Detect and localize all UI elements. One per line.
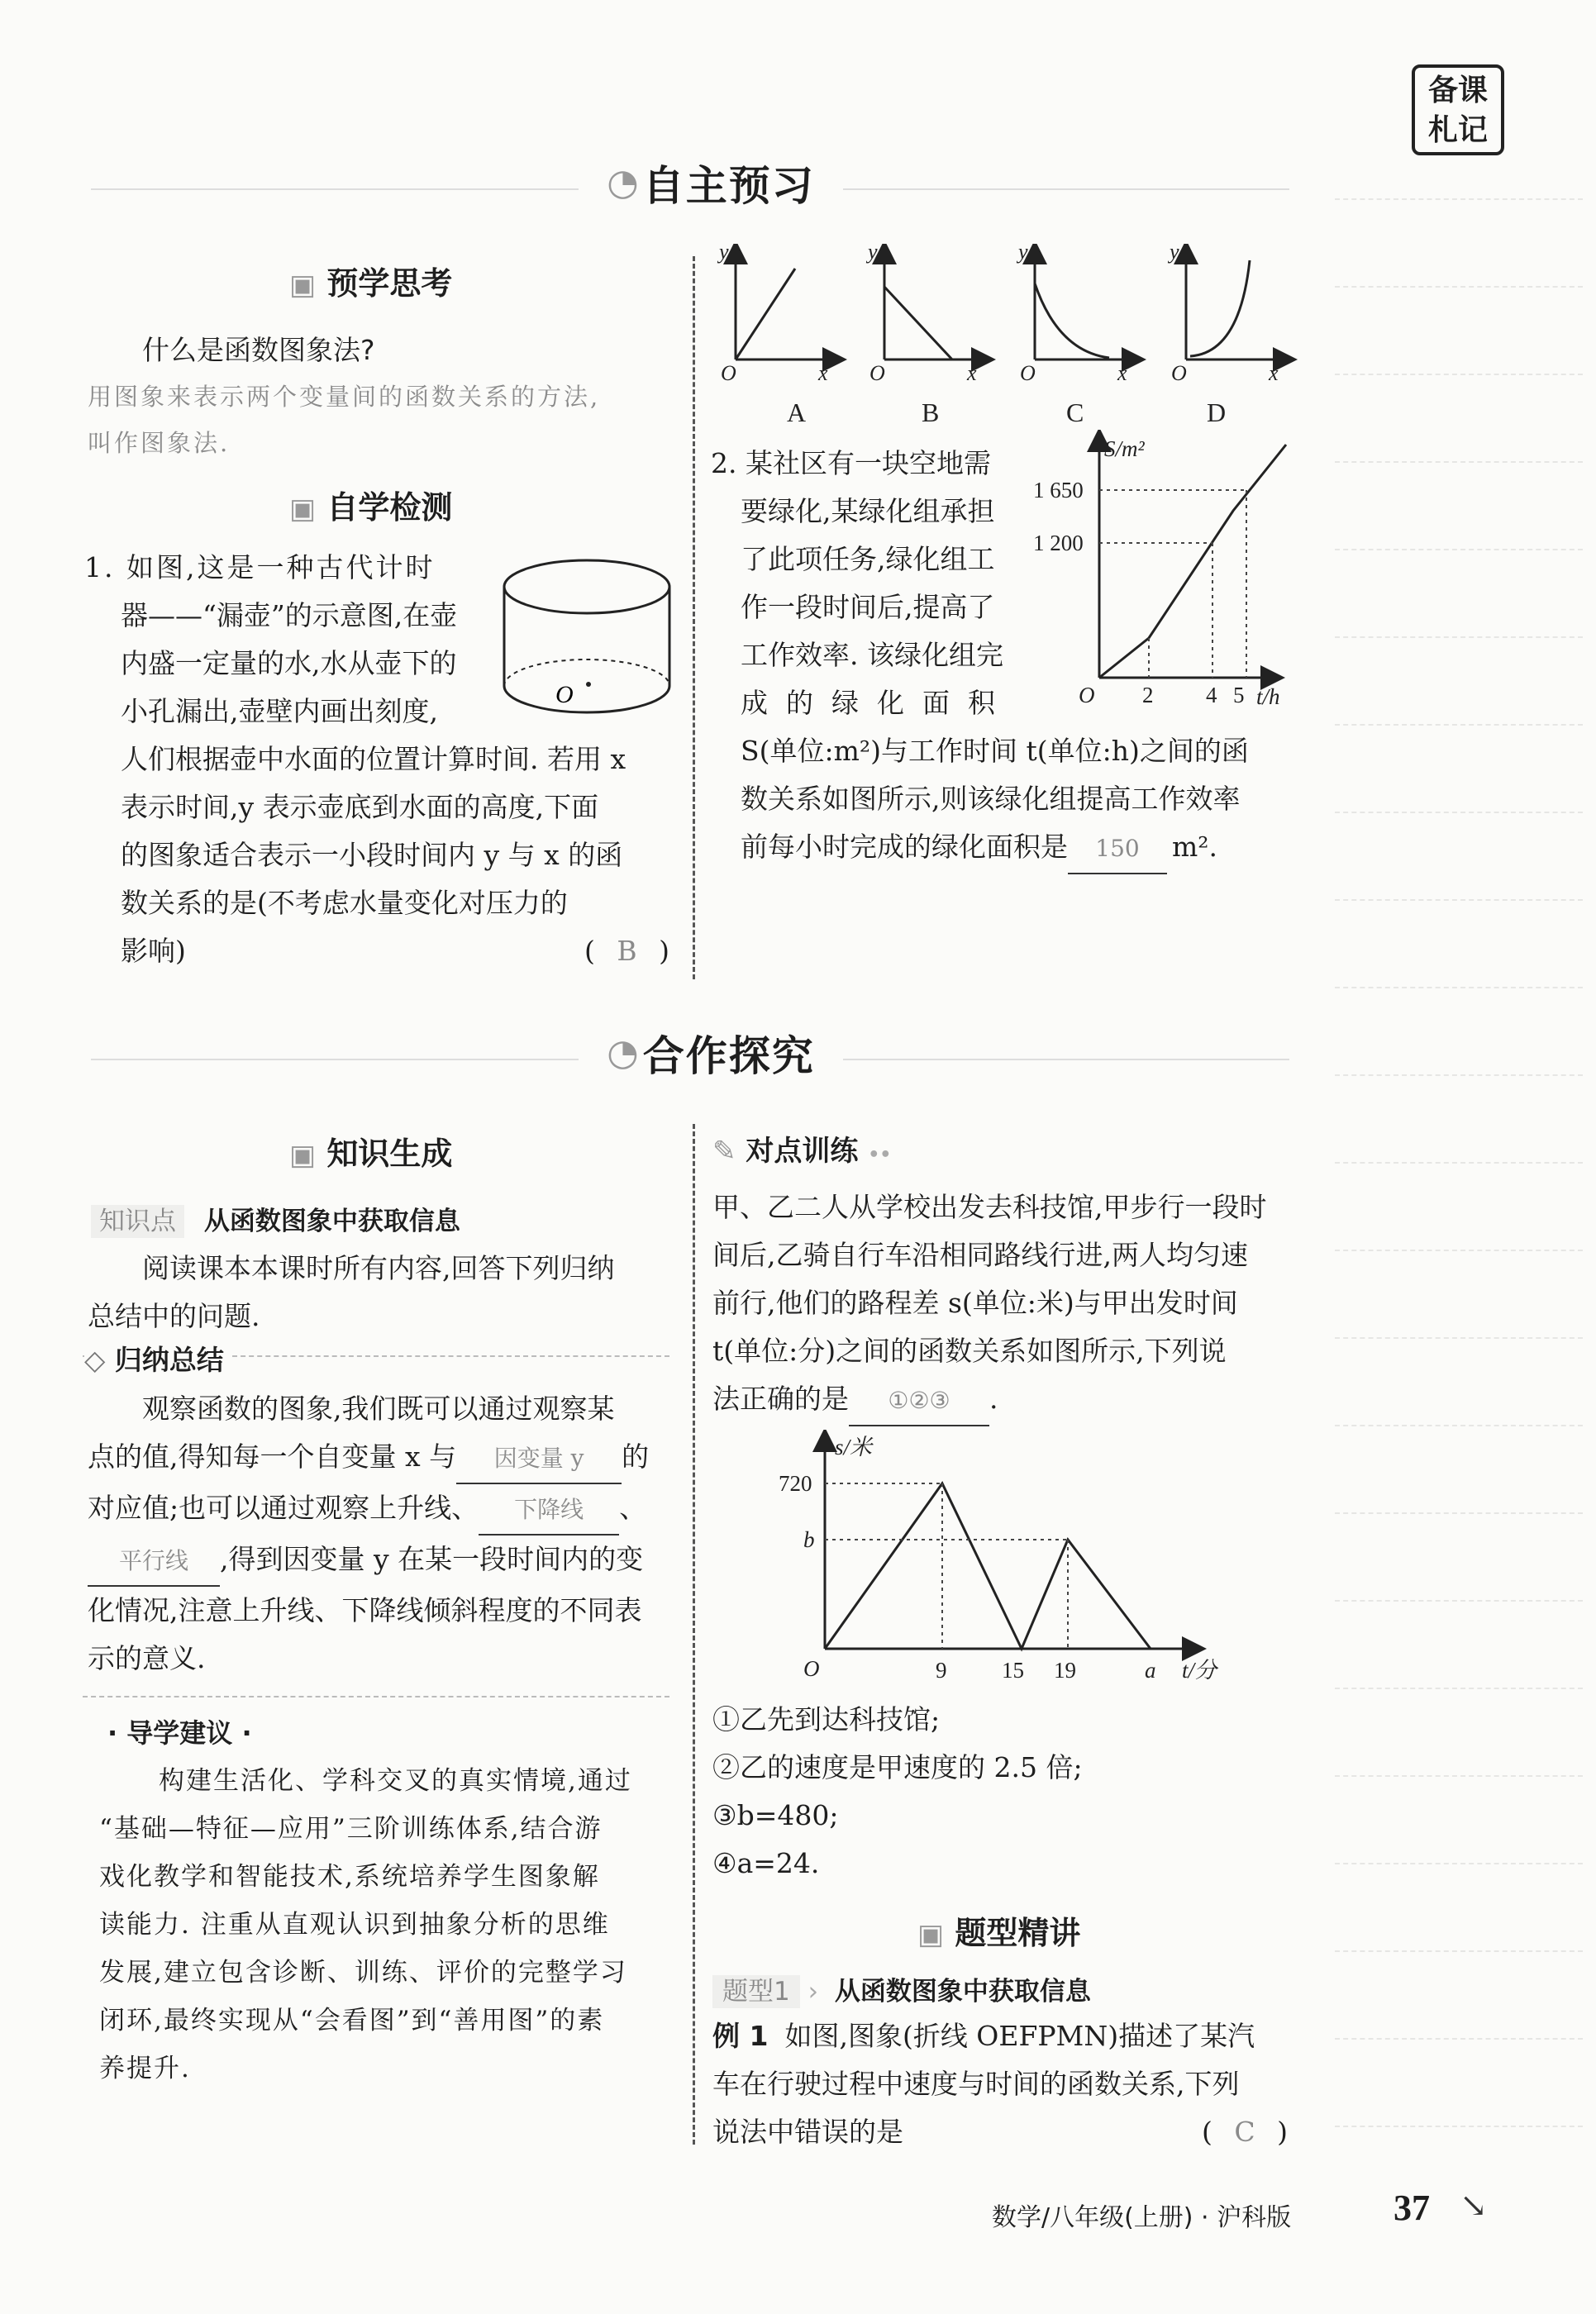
practice-text: 甲、乙二人从学校出发去科技馆,甲步行一段时 间后,乙骑自行车沿相同路线行进,两人均匀速 前行,他们的路程差 s(单位:米)与甲出发时间 t(单位:分)之间的函数关系如图所示,下列说 法正确的是 ①②③ . bbox=[712, 1183, 1308, 1426]
graph-x-label: t/h bbox=[1256, 684, 1280, 709]
origin-label: O bbox=[869, 361, 885, 385]
q1-line: 数关系的是(不考虑水量变化对压力的 bbox=[121, 887, 568, 919]
option-label-a: A bbox=[787, 398, 807, 427]
graph-y-tick: 1 650 bbox=[1033, 478, 1084, 502]
think-question: 什么是函数图象法? bbox=[142, 334, 375, 366]
example-label: 例 1 bbox=[712, 2020, 769, 2052]
axis-x-label: x bbox=[1269, 361, 1279, 385]
section-coop-header bbox=[579, 1023, 843, 1089]
q2-line: 作一段时间后,提高了 bbox=[741, 591, 995, 623]
q1-line: 小孔漏出,壶壁内画出刻度, bbox=[121, 695, 438, 727]
q2-line: 前每小时完成的绿化面积是 150 m². bbox=[741, 823, 1319, 874]
q2-line: 要绿化,某绿化组承担 bbox=[741, 495, 995, 527]
corner-arrow-icon: ↘ bbox=[1460, 2187, 1488, 2225]
cylinder-origin-label: O bbox=[555, 681, 574, 708]
check-icon: ▣ bbox=[289, 493, 317, 526]
graph-y-tick: 720 bbox=[779, 1471, 812, 1496]
section-swoosh-icon: ◔ bbox=[607, 161, 639, 204]
graph-x-tick: 2 bbox=[1142, 683, 1154, 707]
section-preview-title: 自主预习 bbox=[642, 162, 815, 210]
q1-line: 的图象适合表示一小段时间内 y 与 x 的函 bbox=[121, 839, 623, 871]
q2-line: 成的绿化面积 bbox=[741, 687, 1013, 719]
type-title: ▣ 题型精讲 bbox=[917, 1915, 1081, 1951]
stamp-line1: 备课 bbox=[1427, 74, 1488, 107]
graph-y-label: S/m² bbox=[1104, 436, 1145, 461]
q1-line: 1. 如图,这是一种古代计时 bbox=[84, 551, 436, 583]
knowledge-point bbox=[91, 1200, 460, 1237]
graph-x-tick: 9 bbox=[936, 1658, 947, 1683]
statement-item: ③b=480; bbox=[712, 1799, 839, 1831]
q1-line: 人们根据壶中水面的位置计算时间. 若用 x bbox=[121, 743, 626, 775]
guide-title: · 导学建议 · bbox=[107, 1717, 252, 1749]
stamp-line2: 札记 bbox=[1427, 113, 1488, 147]
practice-title: ✎ 对点训练 •• bbox=[712, 1135, 892, 1168]
check-title: ▣ 自学检测 bbox=[289, 489, 453, 526]
example-answer-bracket: ( C ) bbox=[1202, 2116, 1288, 2148]
point-tag: 知识点 bbox=[91, 1205, 184, 1238]
option-label-c: C bbox=[1066, 398, 1084, 427]
axis-y-label: y bbox=[719, 244, 729, 264]
axis-y-label: y bbox=[1170, 244, 1179, 264]
type-arrow-icon: › bbox=[808, 1977, 818, 2007]
options-figure bbox=[711, 244, 1306, 434]
summary-blank-1: 因变量 y bbox=[456, 1435, 622, 1484]
summary-title: ◇ 归纳总结 bbox=[84, 1339, 231, 1378]
section-coop-title: 合作探究 bbox=[642, 1032, 815, 1080]
q2-line: S(单位:m²)与工作时间 t(单位:h)之间的函 bbox=[741, 735, 1249, 767]
knowledge-title: ▣ 知识生成 bbox=[289, 1136, 453, 1172]
q1-line: 表示时间,y 表示壶底到水面的高度,下面 bbox=[121, 791, 599, 823]
note-icon: ▣ bbox=[289, 269, 317, 302]
pencil-icon: ✎ bbox=[712, 1135, 736, 1168]
graph-x-tick: 19 bbox=[1054, 1658, 1076, 1683]
summary-blank-2: 下降线 bbox=[479, 1486, 619, 1536]
axis-y-label: y bbox=[868, 244, 878, 264]
q1-line: 器——“漏壶”的示意图,在壶 bbox=[121, 599, 458, 631]
axis-x-label: x bbox=[1117, 361, 1127, 385]
axis-y-label: y bbox=[1018, 244, 1028, 264]
graph-x-tick: 15 bbox=[1002, 1658, 1024, 1683]
origin-label: O bbox=[721, 361, 736, 385]
q2-line: 数关系如图所示,则该绿化组提高工作效率 bbox=[741, 783, 1241, 815]
q1-line: 影响) ( B ) bbox=[84, 927, 679, 975]
statement-item: ④a=24. bbox=[712, 1847, 820, 1879]
q1-line: 内盛一定量的水,水从壶下的 bbox=[121, 647, 457, 679]
greening-graph bbox=[1025, 430, 1306, 711]
distance-graph bbox=[769, 1430, 1248, 1702]
type-icon: ▣ bbox=[917, 1918, 945, 1951]
graph-x-label: t/分 bbox=[1182, 1658, 1217, 1683]
q1-answer-bracket: ( B ) bbox=[584, 935, 669, 967]
graph-y-label: s/米 bbox=[835, 1435, 873, 1459]
origin-label: O bbox=[1020, 361, 1036, 385]
axis-x-label: x bbox=[967, 361, 977, 385]
type-tag: 题型1 bbox=[712, 1975, 800, 2008]
axis-x-label: x bbox=[818, 361, 828, 385]
graph-x-tick: a bbox=[1145, 1658, 1156, 1683]
section-swoosh-icon: ◔ bbox=[607, 1031, 639, 1074]
statements bbox=[712, 1696, 1291, 1888]
think-title: ▣ 预学思考 bbox=[289, 265, 453, 302]
guide-text: 构建生活化、学科交叉的真实情境,通过 “基础—特征—应用”三阶训练体系,结合游 戏化教学和智能技术,系统培养学生图象解 读能力. 注重从直观认识到抽象分析的思维 发展,建立包含诊断、训练、评价的完整学习 闭环,最终实现从“会看图”到“善用图”的素 养提升. bbox=[99, 1766, 632, 2083]
graph-origin: O bbox=[803, 1656, 820, 1681]
q2-line: 了此项任务,绿化组工 bbox=[741, 543, 995, 575]
summary-text: 观察函数的图象,我们既可以通过观察某 点的值,得知每一个自变量 x 与 因变量 y 的 对应值;也可以通过观察上升线、 下降线 、 平行线 ,得到因变量 y 在某一段时间内的变 化情况,注意上升线、下降线倾斜程度的不同表 示的意义. bbox=[88, 1393, 650, 1674]
graph-y-tick: b bbox=[803, 1527, 815, 1552]
notes-area bbox=[1335, 198, 1583, 2182]
q2-text bbox=[711, 440, 1041, 727]
graph-origin: O bbox=[1079, 683, 1095, 707]
q2-answer-blank: 150 bbox=[1068, 825, 1167, 874]
graph-x-tick: 5 bbox=[1233, 683, 1245, 707]
option-graph-d bbox=[1186, 252, 1285, 359]
graph-x-tick: 4 bbox=[1206, 683, 1217, 707]
footer-book: 数学/八年级(上册) · 沪科版 bbox=[992, 2203, 1292, 2232]
water-clock-figure bbox=[496, 545, 682, 731]
think-answer-line2: 叫作图象法. bbox=[88, 429, 231, 457]
type-heading bbox=[712, 1970, 1091, 2007]
page-number: 37 bbox=[1394, 2188, 1430, 2228]
origin-label: O bbox=[1171, 361, 1187, 385]
q2-line: 2. 某社区有一块空地需 bbox=[711, 447, 991, 479]
q1-answer: B bbox=[617, 935, 637, 967]
leaf-icon: ◇ bbox=[84, 1344, 106, 1376]
statement-item: ②乙的速度是甲速度的 2.5 倍; bbox=[712, 1751, 1083, 1783]
example-text: 例 1 如图,图象(折线 OEFPMN)描述了某汽 车在行驶过程中速度与时间的函数关系,下列 说法中错误的是 ( C ) bbox=[712, 2012, 1299, 2156]
option-graph-b bbox=[884, 252, 984, 359]
type-name: 从函数图象中获取信息 bbox=[834, 1977, 1091, 2007]
graph-y-tick: 1 200 bbox=[1033, 531, 1084, 555]
knowledge-icon: ▣ bbox=[289, 1139, 317, 1172]
example-answer: C bbox=[1234, 2116, 1255, 2148]
notes-stamp bbox=[1412, 64, 1504, 155]
q2-text-cont bbox=[741, 727, 1319, 874]
column-divider bbox=[693, 256, 695, 979]
statement-item: ①乙先到达科技馆; bbox=[712, 1703, 941, 1736]
section-preview-header bbox=[579, 153, 843, 219]
q2-line: 工作效率. 该绿化组完 bbox=[741, 639, 1003, 671]
practice-answer-blank: ①②③ bbox=[849, 1377, 989, 1426]
option-graph-c bbox=[1035, 252, 1134, 359]
read-instruction: 阅读课本本课时所有内容,回答下列归纳 总结中的问题. bbox=[88, 1252, 615, 1332]
summary-blank-3: 平行线 bbox=[88, 1537, 220, 1587]
option-label-d: D bbox=[1207, 398, 1227, 427]
column-divider bbox=[693, 1124, 695, 2145]
point-title: 从函数图象中获取信息 bbox=[203, 1207, 460, 1236]
option-graph-a bbox=[736, 252, 835, 359]
think-answer-line1: 用图象来表示两个变量间的函数关系的方法, bbox=[88, 383, 601, 411]
option-label-b: B bbox=[922, 398, 940, 427]
